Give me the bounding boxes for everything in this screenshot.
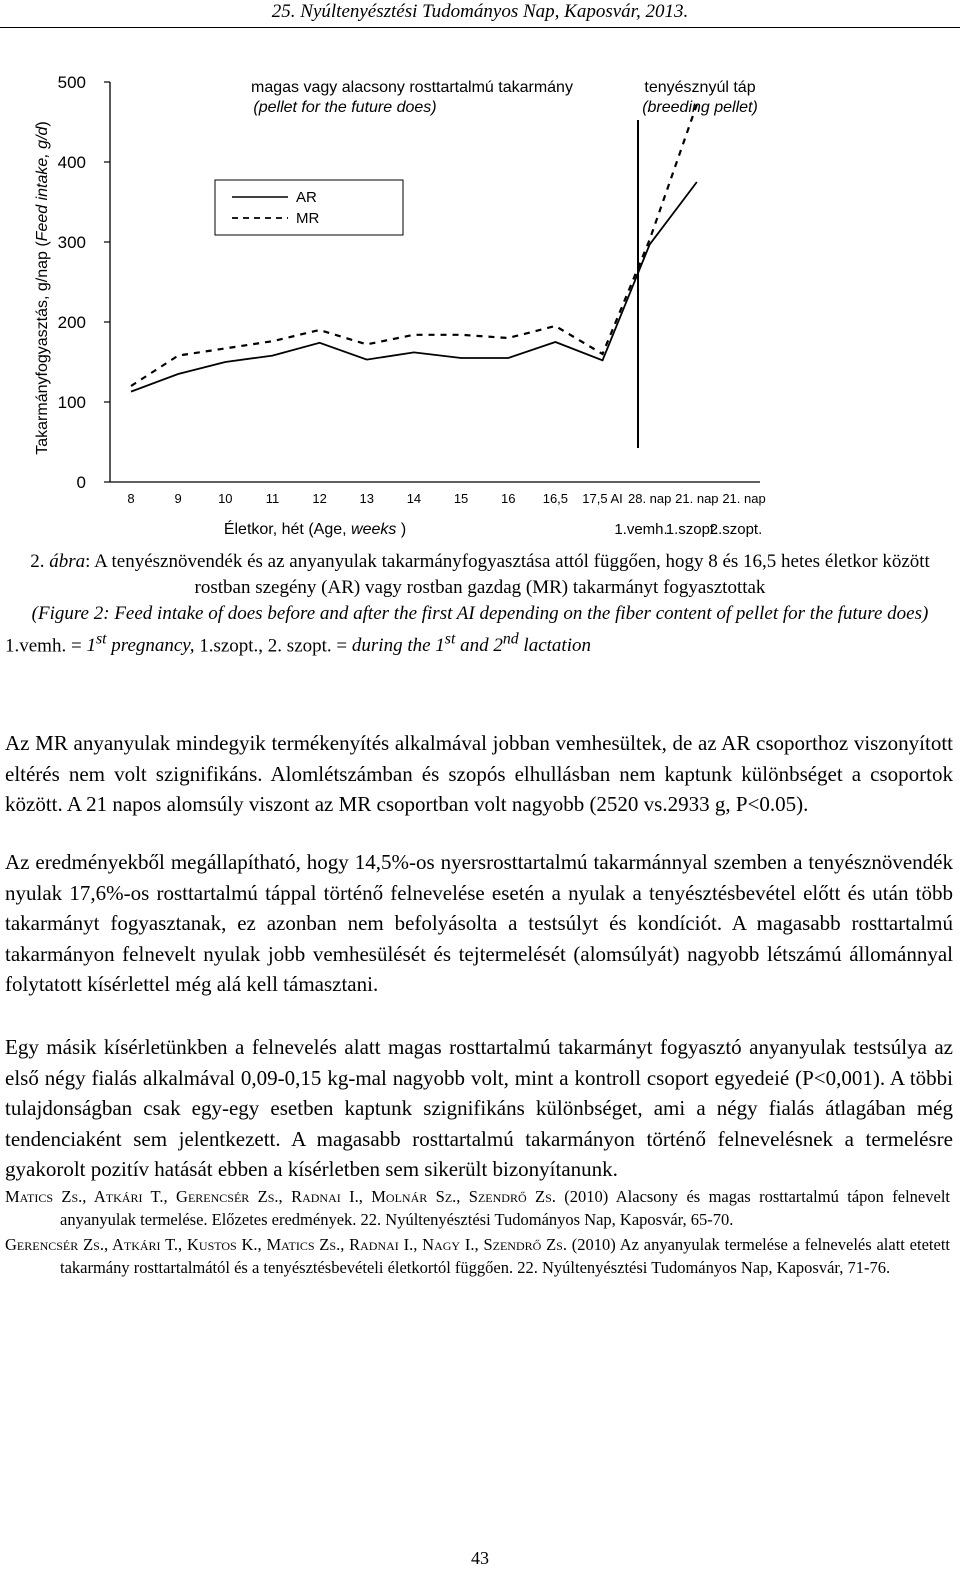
paragraph-2: Az eredményekből megállapítható, hogy 14,5%-os nyersrosttartalmú takarmánnyal szemben a tenyésznövendék nyulak 17,6%-os rosttartalmú táppal történő felnevelése esetén a nyulak a tenyésztésbevétel előtt és után több takarmányt fogyasztanak, ez azonban nem befolyásolta a testsúlyt és kondíciót. A magasabb rosttartalmú takarmányon felnevelt nyulak jobb vemhesülését és tejtermelését (alomsúlyát) nagyobb létszámú állománnyal folytatott kísérlettel még alá kell támasztani. <box>5 850 953 996</box>
x-tick-label: 11 <box>265 491 280 506</box>
feed-intake-chart <box>0 30 960 550</box>
legend <box>215 180 403 235</box>
reference-2: Gerencsér Zs., Atkári T., Kustos K., Matics Zs., Radnai I., Nagy I., Szendrő Zs. (2010) Az anyanyulak termelése a felnevelés alatt etetett takarmány rosttartalmától és a tenyésztésbevételi életkortól függően. 22. Nyúltenyésztési Tudományos Nap, Kaposvár, 71-76. <box>5 1235 950 1277</box>
x-tick-label: 16,5 <box>542 491 569 506</box>
y-tick-label: 400 <box>57 153 86 172</box>
x-tick-label: 13 <box>359 491 375 506</box>
y-tick-label: 300 <box>57 233 86 252</box>
legend-label-mr: MR <box>296 210 320 227</box>
x-tick-label: 16 <box>500 491 516 506</box>
x-tick-label: 21. nap <box>722 491 766 506</box>
page-number: 43 <box>471 1548 489 1568</box>
x-tick-label: 15 <box>453 491 469 506</box>
region1-subtitle: (pellet for the future does) <box>253 99 437 116</box>
region1-title: magas vagy alacsony rosttartalmú takarmány <box>251 79 573 96</box>
x-axis-label: Életkor, hét (Age, weeks ) <box>223 521 407 538</box>
x-tick-label: 14 <box>406 491 422 506</box>
x-tick-label: 21. nap <box>675 491 719 506</box>
y-tick-label: 200 <box>57 313 86 332</box>
x-tick-label: 9 <box>174 491 182 506</box>
running-header: 25. Nyúltenyésztési Tudományos Nap, Kaposvár, 2013. <box>0 0 960 28</box>
paragraph-1: Az MR anyanyulak mindegyik termékenyítés alkalmával jobban vemhesültek, de az AR csoporthoz viszonyított eltérés nem volt szignifikáns. Alomlétszámban és szopós elhullásban nem kaptunk különbséget a csoportok között. A 21 napos alomsúly viszont az MR csoportban volt nagyobb (2520 vs.2933 g, P<0.05). <box>5 731 953 816</box>
caption-label: ábra <box>49 551 86 572</box>
svg-text:Takarmányfogyasztás, g/nap (Fe: Takarmányfogyasztás, g/nap (Feed intake, g/d) <box>34 121 51 455</box>
y-tick-label: 0 <box>76 473 86 492</box>
sub-label-2szopt: 2.szopt. <box>709 521 763 538</box>
reference-1: Matics Zs., Atkári T., Gerencsér Zs., Radnai I., Molnár Sz., Szendrő Zs. (2010) Alacsony és magas rosttartalmú tápon felnevelt anyanyulak termelése. Előzetes eredmények. 22. Nyúltenyésztési Tudományos Nap, Kaposvár, 65-70. <box>5 1187 950 1229</box>
y-tick-label: 100 <box>57 393 86 412</box>
legend-label-ar: AR <box>296 189 317 206</box>
references <box>5 1185 950 1281</box>
y-tick-label: 500 <box>57 73 86 92</box>
series-line-mr <box>131 104 697 386</box>
x-tick-label: 8 <box>127 491 135 506</box>
region2-subtitle: (breeding pellet) <box>642 99 758 116</box>
x-tick-label: 10 <box>218 491 233 506</box>
sub-label-1vemh: 1.vemh. <box>614 521 668 538</box>
x-tick-label: 12 <box>312 491 327 506</box>
paragraph-3: Egy másik kísérletünkben a felnevelés alatt magas rosttartalmú takarmányt fogyasztó anyanyulak testsúlya az első négy fialás alkalmával 0,09-0,15 kg-mal nagyobb volt, mint a kontroll csoport egyedeié (P<0,001). A többi tulajdonságban csak egy-egy esetben kaptunk szignifikáns különbséget, ami a négy fialás átlagában még tendenciaként sem jelentkezett. A magasabb rosttartalmú takarmányon történő felnevelésnek a termelésre gyakorolt pozitív hatását ebben a kísérletben sem sikerült bizonyítanunk. <box>5 1035 953 1181</box>
y-axis-label <box>34 121 51 455</box>
sub-label-1szopt: 1.szopt. <box>665 521 719 538</box>
region2-title: tenyésznyúl táp <box>644 79 756 96</box>
figure-caption: 2. ábra: A tenyésznövendék és az anyanyulak takarmányfogyasztása attól függően, hogy 8 és 16,5 hetes életkor között rostban szegény (AR) vagy rostban gazdag (MR) takarmányt fogyasztottak (Figure 2: Feed intake of does before and after the first AI depending on the fiber content of pellet for the future does) 1.vemh. = 1st pregnancy, 1.szopt., 2. szopt. = during the 1st and 2nd lactation <box>5 551 930 657</box>
x-tick-label: 17,5 AI <box>582 491 623 506</box>
x-tick-label: 28. nap <box>628 491 672 506</box>
